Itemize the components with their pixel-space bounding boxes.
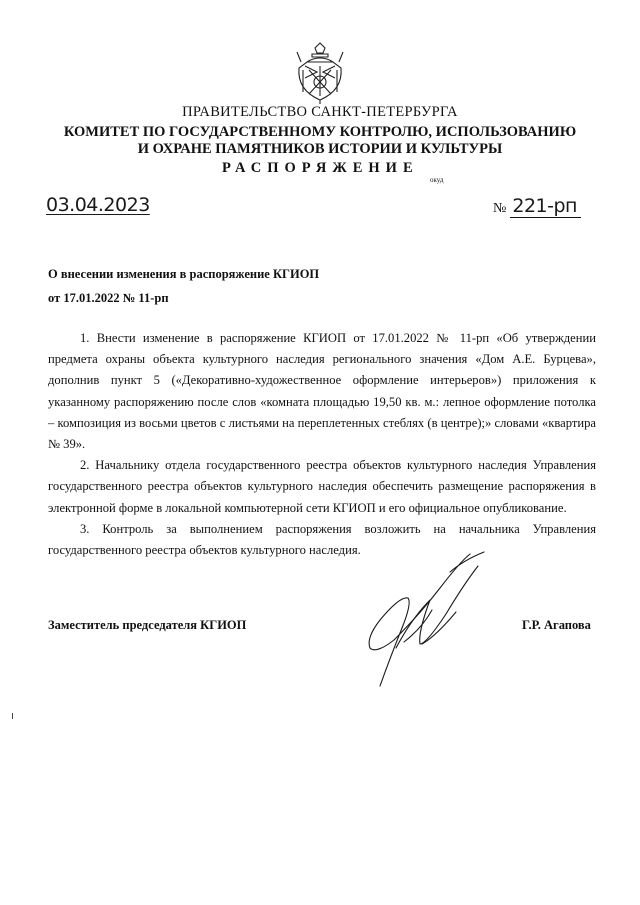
number-value: 221-рп [510,195,581,218]
document-number [493,195,581,218]
margin-mark [12,713,13,719]
signature-icon [360,548,490,688]
okud-label: окуд [430,176,444,184]
document-body [48,328,596,561]
government-name: ПРАВИТЕЛЬСТВО САНКТ-ПЕТЕРБУРГА [182,104,458,120]
paragraph-3: 3. Контроль за выполнением распоряжения возложить на начальника Управления государственного реестра объектов культурного наследия. [48,521,596,558]
subject-line-1: О внесении изменения в распоряжение КГИОП [48,267,320,281]
paragraph-1: 1. Внести изменение в распоряжение КГИОП от 17.01.2022 № 11-рп «Об утверждении предмета охраны объекта культурного наследия регионального значения «Дом А.Е. Бурцева», дополнив пункт 5 («Декоративно-художественное оформление интерьеров») приложения к указанному распоряжению после слов «комната площадью 19,50 кв. м.: лепное оформление потолка – композиция из восьми цветов с листьями на переплетенных стеблях (в центре);» словами «квартира № 39». [48,331,596,452]
document-type: РАСПОРЯЖЕНИЕ [222,160,419,176]
document-date: 03.04.2023 [46,194,150,216]
signer-name: Г.Р. Агапова [522,618,591,632]
coat-of-arms-icon [293,40,347,106]
signer-role: Заместитель председателя КГИОП [48,618,247,632]
committee-name [0,124,640,158]
subject-line-2: от 17.01.2022 № 11-рп [48,291,169,305]
committee-line-1: КОМИТЕТ ПО ГОСУДАРСТВЕННОМУ КОНТРОЛЮ, ИСПОЛЬЗОВАНИЮ [63,124,577,140]
paragraph-2: 2. Начальнику отдела государственного реестра объектов культурного наследия Управления государственного реестра объектов культурного наследия обеспечить размещение распоряжения в электронной форме в локальной компьютерной сети КГИОП и его официальное опубликование. [48,458,596,515]
document-subject [48,262,319,310]
committee-line-2: И ОХРАНЕ ПАМЯТНИКОВ ИСТОРИИ И КУЛЬТУРЫ [137,141,503,157]
number-sign: № [493,201,507,216]
